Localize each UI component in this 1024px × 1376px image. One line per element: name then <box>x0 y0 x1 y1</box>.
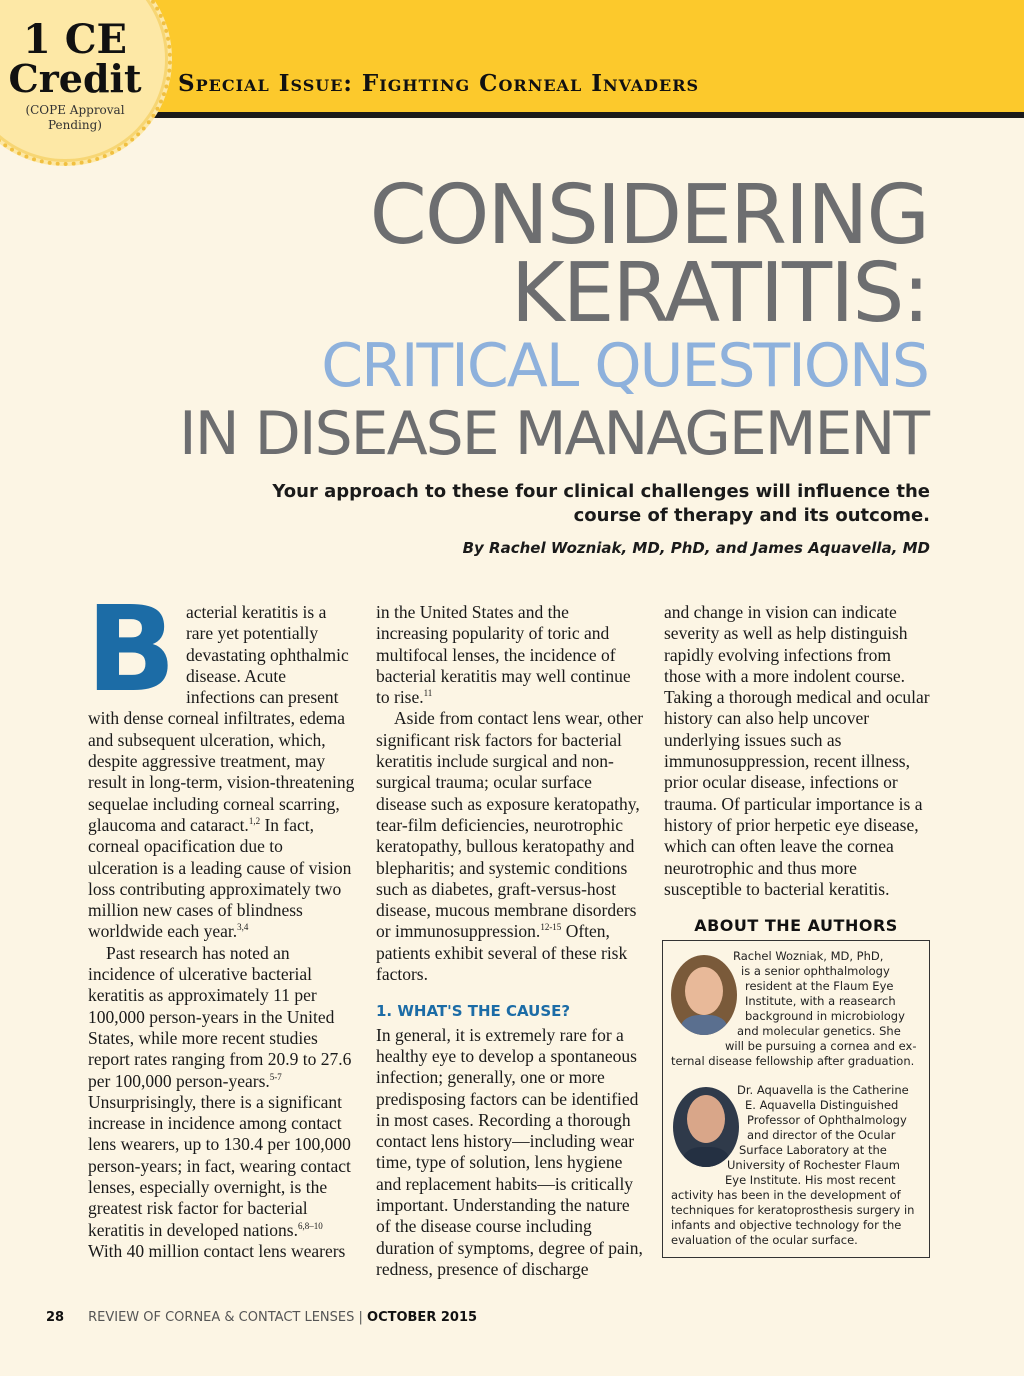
seal-line-3: (COPE Approval <box>25 103 125 117</box>
body-text: in the United States and the increasing popularity of toric and multifocal lenses, the incidence of bacterial keratitis may well continue to rise. <box>376 602 631 708</box>
bio-line: E. Aquavella Distinguished <box>745 1098 899 1112</box>
bio-line: techniques for keratoprosthesis surgery in <box>671 1203 915 1217</box>
body-paragraph <box>86 580 356 943</box>
body-column-1 <box>86 580 356 1262</box>
section-heading: 1. WHAT'S THE CAUSE? <box>376 1002 571 1021</box>
bio-line: Eye Institute. His most recent <box>725 1173 896 1187</box>
body-text: Past research has noted an incidence of ulcerative bacterial keratitis as approximately 11 per 100,000 person-years in the United States, while more recent studies report rates ranging from 20.9 to 27.6 per 100,000 person-years. <box>88 942 352 1091</box>
body-paragraph: and change in vision can indicate severity as well as help distinguish rapidly evolving infections from those with a more indolent course. Taking a thorough medical and ocular history can also help uncover underlying issues such as immunosuppression, recent illness, prior ocular disease, infections or trauma. Of particular importance is a history of prior herpetic eye disease, which can often leave the cornea neurotrophic and thus more susceptible to bacterial keratitis. <box>664 602 930 899</box>
headline-line-3: CRITICAL QUESTIONS <box>321 331 928 401</box>
citation: 5-7 <box>269 1071 282 1082</box>
bio-line: activity has been in the development of <box>671 1188 901 1202</box>
citation: 3,4 <box>237 922 249 933</box>
body-text: acterial keratitis is a rare yet potentially devastating ophthalmic disease. Acute infections can present with dense corneal infiltrates, edema and subsequent ulceration, which, despite aggressive treatment, may result in long-term, vision-threatening sequelae including corneal scarring, glaucoma and cataract. <box>88 602 355 835</box>
deck: Your approach to these four clinical challenges will influence the course of therapy and its outcome. <box>272 481 930 526</box>
body-text: With 40 million contact lens wearers <box>88 1240 346 1261</box>
bio-aquavella <box>663 1083 929 1248</box>
body-paragraph <box>376 602 644 708</box>
bio-line: University of Rochester Flaum <box>727 1158 900 1172</box>
bio-line: resident at the Flaum Eye <box>745 979 894 993</box>
bio-line: will be pursuing a cornea and ex- <box>725 1039 917 1053</box>
bio-line: Institute, with a reasearch <box>745 994 896 1008</box>
seal-line-4: Pending) <box>48 118 102 132</box>
body-text: Aside from contact lens wear, other significant risk factors for bacterial keratitis include surgical and non-surgical trauma; ocular surface disease such as exposure keratopathy, tear-film deficiencies, neurotrophic keratopathy, bullous keratopathy and blepharitis; and systemic conditions such as diabetes, graft-versus-host disease, mucous membrane disorders or immunosuppression. <box>376 708 644 942</box>
bio-line: Rachel Wozniak, MD, PhD, <box>733 949 884 963</box>
headline-line-2: KERATITIS: <box>510 246 928 341</box>
special-issue-title: Special Issue: Fighting Corneal Invaders <box>178 70 700 97</box>
about-authors-box <box>662 940 930 1258</box>
body-paragraph: In general, it is extremely rare for a healthy eye to develop a spontaneous infection; generally, one or more predisposing factors can be identified in most cases. Recording a thorough contact lens history—including wear time, type of solution, lens hygiene and replacement habits—is critically important. Understanding the nature of the disease course including duration of symptoms, degree of pain, redness, presence of discharge <box>376 1024 643 1279</box>
citation: 12-15 <box>540 922 562 933</box>
body-paragraph <box>376 708 644 985</box>
byline: By Rachel Wozniak, MD, PhD, and James Aquavella, MD <box>462 539 930 557</box>
issue-date: OCTOBER 2015 <box>367 1310 478 1325</box>
headline-line-1: CONSIDERING <box>369 168 928 263</box>
citation: 1,2 <box>248 816 261 827</box>
bio-line: Professor of Ophthalmology <box>747 1113 907 1127</box>
bio-line: infants and objective technology for the <box>671 1218 902 1232</box>
bio-line: evaluation of the ocular surface. <box>671 1233 858 1247</box>
body-column-2 <box>376 602 644 1280</box>
body-column-3 <box>664 602 932 900</box>
bio-line: and director of the Ocular <box>747 1128 896 1142</box>
body-text: Often, patients exhibit several of these risk factors. <box>376 921 628 985</box>
body-text: Unsurprisingly, there is a significant increase in incidence among contact lens wearers, up to 130.4 per 100,000 person-years; in fact, wearing contact lenses, especially overnight, is the greatest risk factor for bacterial keratitis in developed nations. <box>88 1091 351 1240</box>
bio-wozniak <box>663 949 929 1069</box>
body-text: In fact, corneal opacification due to ulceration is a leading cause of vision loss contributing approximately two million new cases of blindness worldwide each year. <box>88 814 352 942</box>
citation: 6,8–10 <box>297 1220 323 1231</box>
drop-cap: B <box>86 580 176 718</box>
banner-rule <box>130 112 1024 118</box>
page-number: 28 <box>46 1310 65 1325</box>
bio-line: and molecular genetics. She <box>737 1024 901 1038</box>
headline-line-4: IN DISEASE MANAGEMENT <box>179 399 928 469</box>
magazine-name: REVIEW OF CORNEA & CONTACT LENSES | <box>88 1310 368 1325</box>
bio-line: Surface Laboratory at the <box>739 1143 887 1157</box>
bio-line: ternal disease fellowship after graduation. <box>671 1054 915 1068</box>
bio-line: background in microbiology <box>745 1009 905 1023</box>
page-footer <box>46 1310 477 1325</box>
bio-line: Dr. Aquavella is the Catherine <box>737 1083 909 1097</box>
bio-line: is a senior ophthalmology <box>741 964 890 978</box>
body-paragraph <box>88 943 356 1262</box>
seal-line-2: Credit <box>8 56 142 101</box>
seal-line-1: 1 CE <box>22 16 128 63</box>
citation: 11 <box>423 688 433 699</box>
about-authors-title: ABOUT THE AUTHORS <box>694 916 898 935</box>
